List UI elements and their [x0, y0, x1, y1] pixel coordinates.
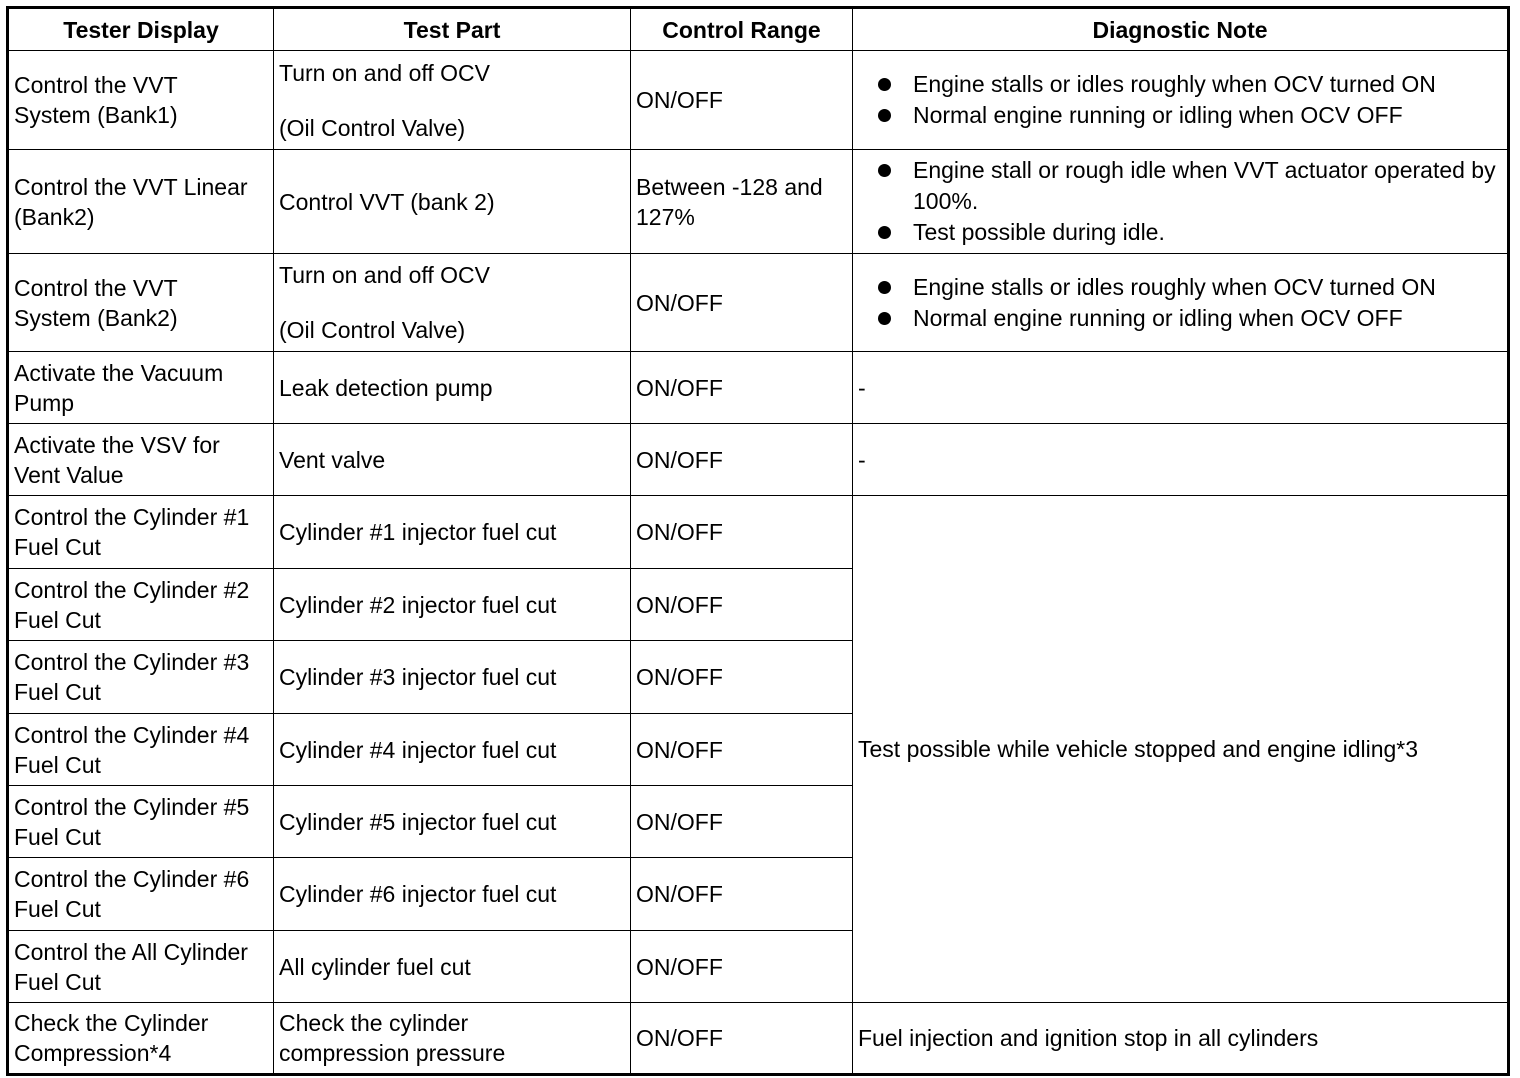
- control-range-cell: ON/OFF: [631, 569, 853, 641]
- test-part-cell: Control VVT (bank 2): [274, 150, 631, 254]
- header-row: [8, 8, 1509, 51]
- note-list: [858, 272, 1502, 334]
- note-item: Engine stalls or idles roughly when OCV turned ON: [876, 69, 1502, 100]
- test-part-cell: Leak detection pump: [274, 352, 631, 424]
- tester-display-cell: Control the Cylinder #4 Fuel Cut: [8, 714, 274, 786]
- table-row: [8, 51, 1509, 150]
- tester-display-cell: Check the Cylinder Compression*4: [8, 1003, 274, 1075]
- tester-display-cell: Control the Cylinder #1 Fuel Cut: [8, 496, 274, 569]
- table-row: [8, 254, 1509, 352]
- diagnostic-note-cell: [853, 51, 1509, 150]
- test-part-cell: Cylinder #3 injector fuel cut: [274, 641, 631, 714]
- tester-display-cell: Control the Cylinder #6 Fuel Cut: [8, 858, 274, 931]
- test-part-cell: Cylinder #6 injector fuel cut: [274, 858, 631, 931]
- table-row: [8, 352, 1509, 424]
- control-range-cell: ON/OFF: [631, 786, 853, 858]
- diagnostic-note-cell: [853, 254, 1509, 352]
- note-list: [858, 155, 1502, 248]
- header-test-part: Test Part: [274, 8, 631, 51]
- diagnostic-note-cell: [853, 150, 1509, 254]
- test-part-line: Turn on and off OCV: [279, 262, 490, 288]
- control-range-cell: ON/OFF: [631, 424, 853, 496]
- tester-display-cell: Control the VVT System (Bank1): [8, 51, 274, 150]
- diagnostic-note-cell: -: [853, 352, 1509, 424]
- test-part-cell: [274, 51, 631, 150]
- control-range-cell: ON/OFF: [631, 1003, 853, 1075]
- control-range-cell: ON/OFF: [631, 931, 853, 1003]
- tester-display-cell: Control the VVT System (Bank2): [8, 254, 274, 352]
- note-item: Engine stalls or idles roughly when OCV turned ON: [876, 272, 1502, 303]
- tester-display-cell: Control the All Cylinder Fuel Cut: [8, 931, 274, 1003]
- table-row: [8, 150, 1509, 254]
- control-range-cell: Between -128 and 127%: [631, 150, 853, 254]
- diagnostic-note-cell: -: [853, 424, 1509, 496]
- control-range-cell: ON/OFF: [631, 714, 853, 786]
- note-item: Engine stall or rough idle when VVT actuator operated by 100%.: [876, 155, 1502, 217]
- table-row: [8, 496, 1509, 569]
- control-range-cell: ON/OFF: [631, 641, 853, 714]
- diagnostic-table: [6, 6, 1510, 1076]
- test-part-line: (Oil Control Valve): [279, 317, 466, 343]
- note-item: Normal engine running or idling when OCV OFF: [876, 303, 1502, 334]
- test-part-cell: Check the cylinder compression pressure: [274, 1003, 631, 1075]
- test-part-cell: Cylinder #5 injector fuel cut: [274, 786, 631, 858]
- test-part-cell: Cylinder #2 injector fuel cut: [274, 569, 631, 641]
- table-row: [8, 424, 1509, 496]
- control-range-cell: ON/OFF: [631, 352, 853, 424]
- table-row: [8, 1003, 1509, 1075]
- control-range-cell: ON/OFF: [631, 858, 853, 931]
- control-range-cell: ON/OFF: [631, 254, 853, 352]
- diagnostic-note-cell-merged: Test possible while vehicle stopped and engine idling*3: [853, 496, 1509, 1003]
- control-range-cell: ON/OFF: [631, 496, 853, 569]
- tester-display-cell: Control the Cylinder #5 Fuel Cut: [8, 786, 274, 858]
- test-part-cell: Cylinder #4 injector fuel cut: [274, 714, 631, 786]
- note-item: Normal engine running or idling when OCV OFF: [876, 100, 1502, 131]
- header-tester-display: Tester Display: [8, 8, 274, 51]
- test-part-line: Turn on and off OCV: [279, 59, 490, 86]
- diagnostic-note-cell: Fuel injection and ignition stop in all cylinders: [853, 1003, 1509, 1075]
- control-range-cell: ON/OFF: [631, 51, 853, 150]
- test-part-cell: Cylinder #1 injector fuel cut: [274, 496, 631, 569]
- tester-display-cell: Control the Cylinder #2 Fuel Cut: [8, 569, 274, 641]
- test-part-cell: All cylinder fuel cut: [274, 931, 631, 1003]
- test-part-line: (Oil Control Valve): [279, 114, 466, 141]
- test-part-cell: [274, 254, 631, 352]
- tester-display-cell: Activate the VSV for Vent Value: [8, 424, 274, 496]
- tester-display-cell: Activate the Vacuum Pump: [8, 352, 274, 424]
- note-item: Test possible during idle.: [876, 217, 1502, 248]
- header-diagnostic-note: Diagnostic Note: [853, 8, 1509, 51]
- tester-display-cell: Control the Cylinder #3 Fuel Cut: [8, 641, 274, 714]
- tester-display-cell: Control the VVT Linear (Bank2): [8, 150, 274, 254]
- header-control-range: Control Range: [631, 8, 853, 51]
- test-part-cell: Vent valve: [274, 424, 631, 496]
- note-list: [858, 69, 1502, 131]
